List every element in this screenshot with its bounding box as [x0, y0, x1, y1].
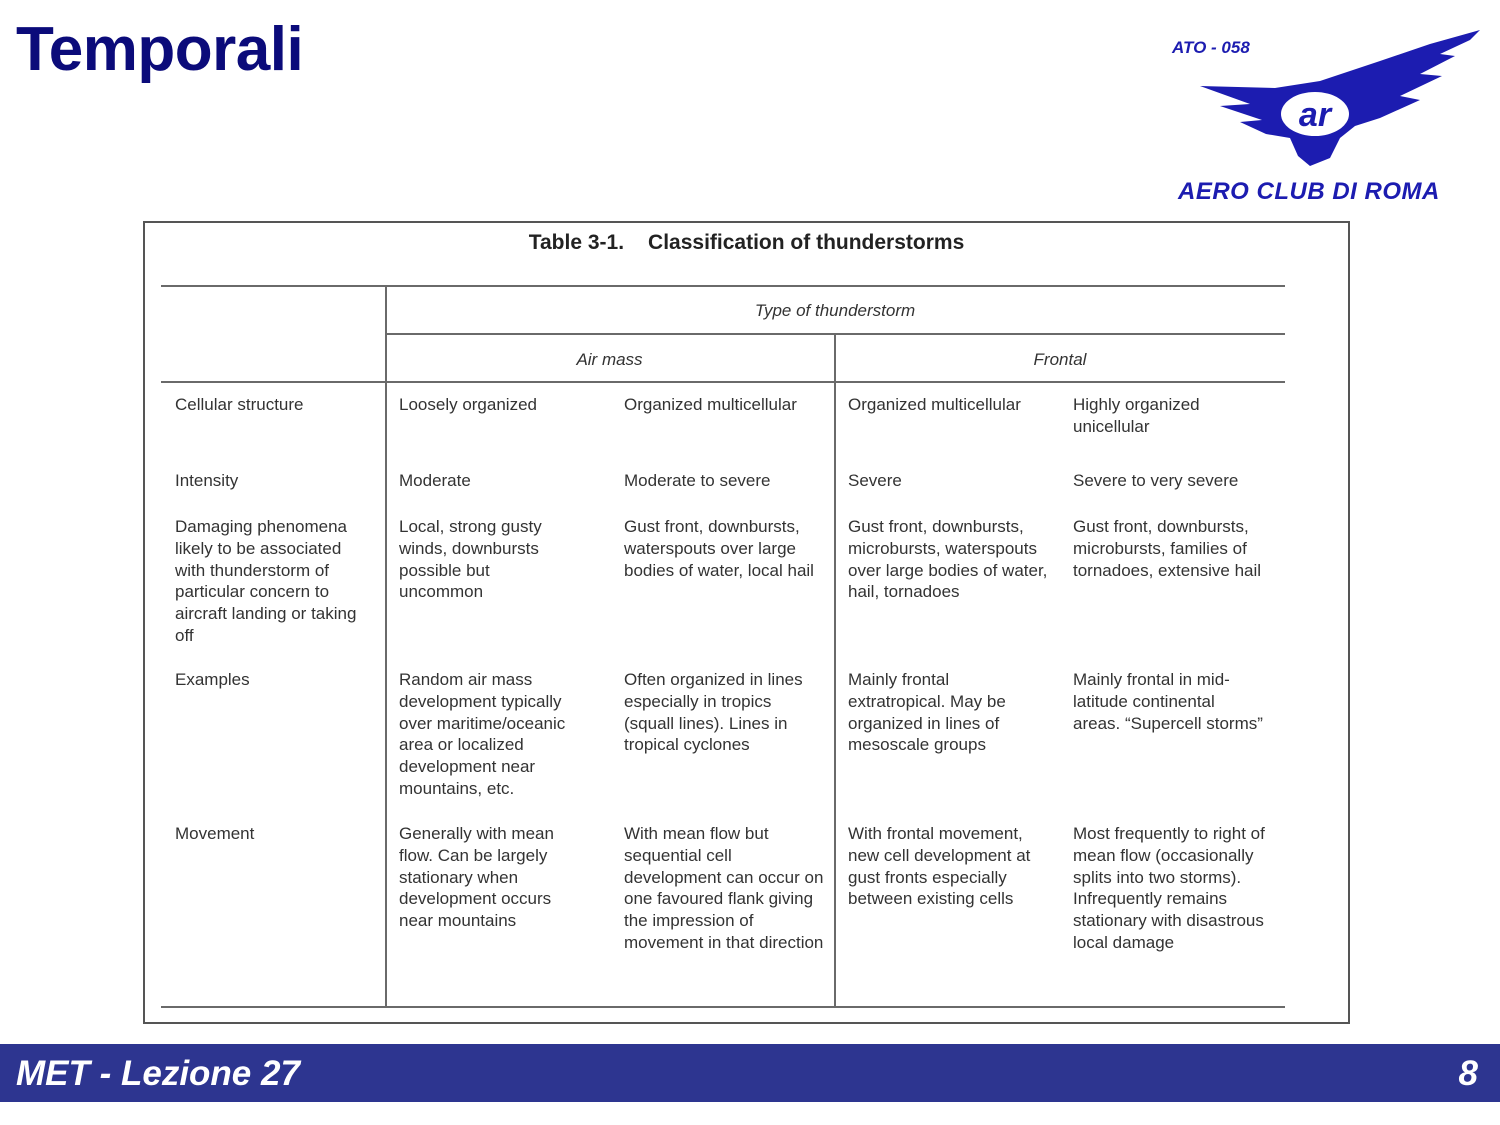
table-cell: Random air mass development typically over maritime/oceanic area or localized development near mountains, etc.	[399, 670, 566, 798]
table-cell: Moderate	[399, 471, 471, 490]
logo-name: AERO CLUB DI ROMA	[1178, 178, 1440, 205]
row-label-examples: Examples	[175, 670, 250, 689]
footer-title: MET - Lezione 27	[16, 1054, 300, 1093]
table-cell: Generally with mean flow. Can be largely stationary when development occurs near mountains	[399, 824, 554, 931]
table-cell: Gust front, downbursts, waterspouts over large bodies of water, local hail	[624, 517, 814, 580]
table-rule-header	[161, 381, 1285, 383]
slide-title: Temporali	[16, 15, 304, 84]
classification-table	[143, 221, 1350, 1024]
type-header: Type of thunderstorm	[754, 301, 916, 320]
svg-text:ar: ar	[1298, 96, 1332, 134]
table-cell: Local, strong gusty winds, downbursts possible but uncommon	[399, 517, 542, 602]
table-cell: Severe	[848, 471, 902, 490]
footer-bar	[0, 1044, 1500, 1102]
table-cell: Mainly frontal in mid-latitude continental areas. “Supercell storms”	[1073, 670, 1263, 733]
row-label-movement: Movement	[175, 824, 255, 843]
row-label-damaging-phenomena: Damaging phenomena likely to be associated with thunderstorm of particular concern to aircraft landing or taking off	[175, 517, 357, 645]
table-caption-text: Classification of thunderstorms	[648, 231, 965, 254]
table-rule-bottom	[161, 1006, 1285, 1008]
table-cell: Organized multicellular	[624, 395, 797, 414]
table-divider-label	[385, 285, 387, 1007]
table-divider-group	[834, 333, 836, 1007]
table-cell: With frontal movement, new cell development at gust fronts especially between existing cells	[848, 824, 1031, 909]
page-number: 8	[1458, 1054, 1478, 1093]
row-label-intensity: Intensity	[175, 471, 239, 490]
table-rule-top	[161, 285, 1285, 287]
group-header-frontal: Frontal	[1033, 350, 1087, 369]
table-caption	[145, 231, 1348, 255]
table-caption-number: Table 3-1.	[528, 231, 625, 254]
table-cell: Gust front, downbursts, microbursts, waterspouts over large bodies of water, hail, tornadoes	[848, 517, 1048, 602]
table-cell: Loosely organized	[399, 395, 537, 414]
group-header-air-mass: Air mass	[576, 350, 643, 369]
table-cell: Moderate to severe	[624, 471, 771, 490]
table-cell: Severe to very severe	[1073, 471, 1239, 490]
table-cell: Most frequently to right of mean flow (occasionally splits into two storms). Infrequently remains stationary with disastrous local damage	[1073, 824, 1265, 952]
table-cell: Organized multicellular	[848, 395, 1021, 414]
table-cell: Highly organized unicellular	[1073, 395, 1200, 436]
table-cell: Gust front, downbursts, microbursts, families of tornadoes, extensive hail	[1073, 517, 1262, 580]
table-cell: With mean flow but sequential cell development can occur on one favoured flank giving the impression of movement in that direction	[624, 824, 824, 952]
logo-code: ATO - 058	[1172, 38, 1250, 57]
table-cell: Often organized in lines especially in tropics (squall lines). Lines in tropical cyclones	[624, 670, 803, 755]
row-label-cellular-structure: Cellular structure	[175, 395, 304, 414]
table-cell: Mainly frontal extratropical. May be organized in lines of mesoscale groups	[848, 670, 1006, 755]
aero-club-logo	[1160, 26, 1490, 211]
